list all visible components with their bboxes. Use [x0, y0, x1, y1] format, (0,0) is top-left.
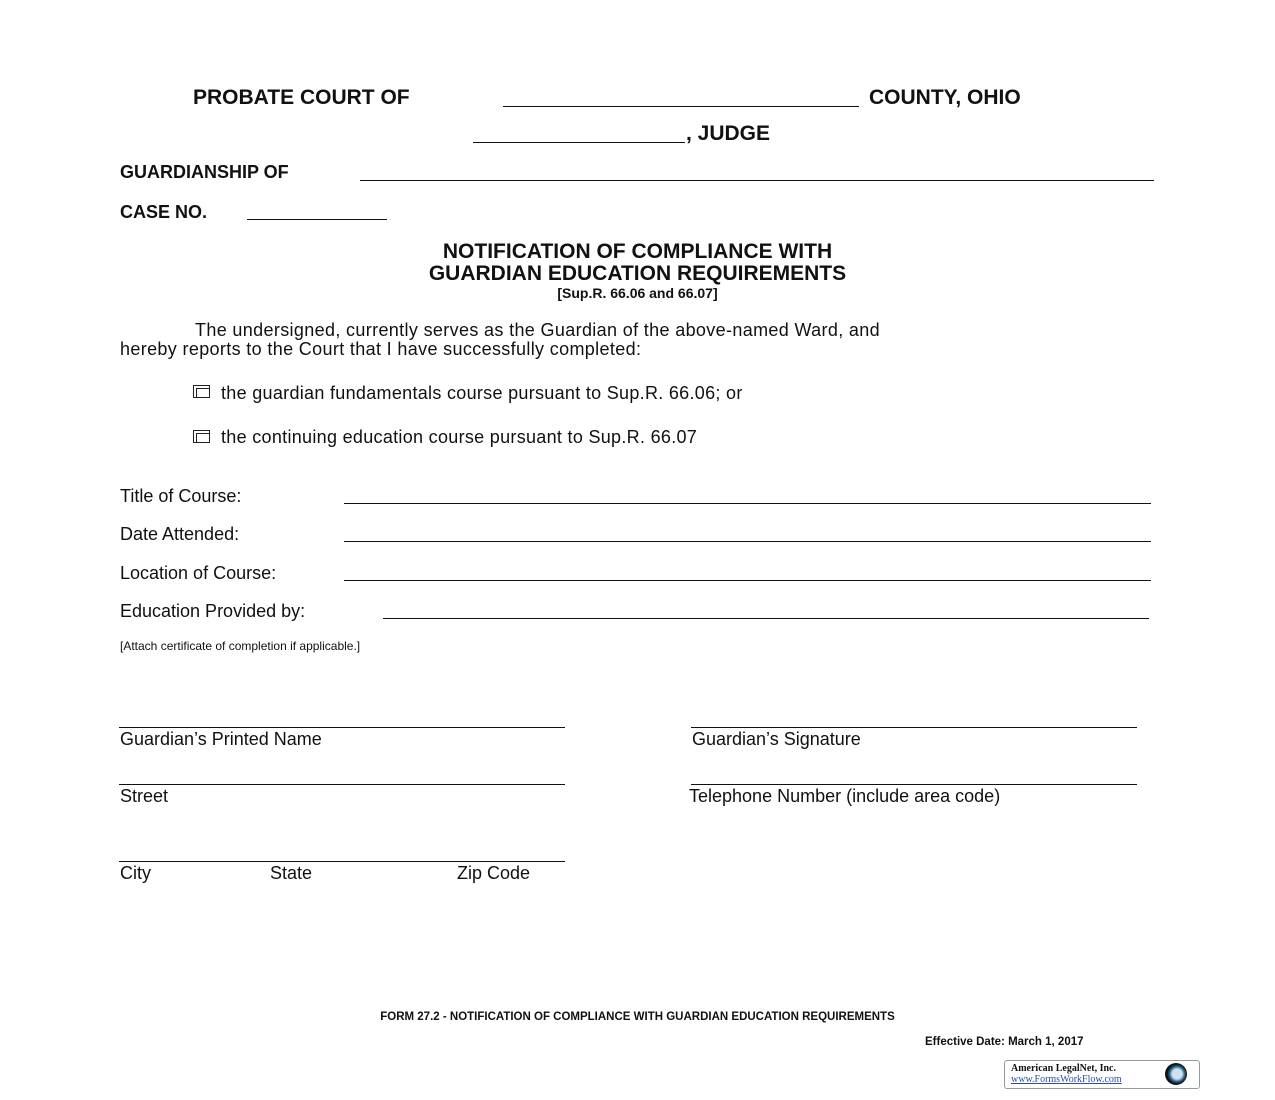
fundamentals-checkbox[interactable]	[193, 385, 210, 398]
zip-label: Zip Code	[457, 863, 531, 883]
case-no-label: CASE NO.	[120, 202, 208, 222]
paragraph-line2: hereby reports to the Court that I have successfully completed:	[120, 339, 642, 359]
signature-field[interactable]	[691, 727, 1137, 728]
city-label: City	[120, 863, 151, 883]
case-no-field[interactable]	[247, 219, 387, 220]
city-state-zip-field[interactable]	[119, 861, 565, 862]
telephone-label: Telephone Number (include area code)	[689, 786, 1001, 806]
rule-reference: [Sup.R. 66.06 and 66.07]	[557, 285, 718, 301]
court-prefix: PROBATE COURT OF	[193, 86, 410, 109]
course-title-label: Title of Course:	[120, 486, 242, 506]
judge-label: , JUDGE	[686, 122, 771, 145]
provider-field[interactable]	[383, 618, 1149, 619]
fundamentals-option-label: the guardian fundamentals course pursuant to Sup.R. 66.06; or	[221, 383, 743, 403]
globe-icon	[1165, 1063, 1187, 1085]
continuing-option-label: the continuing education course pursuant to Sup.R. 66.07	[221, 427, 698, 447]
judge-field[interactable]	[473, 142, 685, 143]
guardianship-field[interactable]	[360, 180, 1154, 181]
continuing-education-checkbox[interactable]	[193, 430, 210, 443]
form-footer: FORM 27.2 - NOTIFICATION OF COMPLIANCE WITH GUARDIAN EDUCATION REQUIREMENTS	[380, 1011, 895, 1023]
signature-label: Guardian’s Signature	[692, 729, 861, 749]
title-line2: GUARDIAN EDUCATION REQUIREMENTS	[428, 262, 847, 285]
printed-name-field[interactable]	[119, 727, 565, 728]
state-label: State	[270, 863, 313, 883]
paragraph-line1: The undersigned, currently serves as the Guardian of the above-named Ward, and	[195, 320, 881, 340]
county-field[interactable]	[503, 106, 859, 107]
guardianship-label: GUARDIANSHIP OF	[120, 162, 289, 182]
effective-date: Effective Date: March 1, 2017	[925, 1036, 1084, 1048]
logo-company: American LegalNet, Inc.	[1011, 1063, 1116, 1074]
printed-name-label: Guardian’s Printed Name	[120, 729, 322, 749]
attach-note: [Attach certificate of completion if applicable.]	[120, 639, 361, 653]
street-field[interactable]	[119, 784, 565, 785]
location-label: Location of Course:	[120, 563, 277, 583]
telephone-field[interactable]	[691, 784, 1137, 785]
date-attended-field[interactable]	[344, 541, 1151, 542]
location-field[interactable]	[344, 580, 1151, 581]
logo-url[interactable]: www.FormsWorkFlow.com	[1011, 1074, 1122, 1085]
american-legalnet-logo[interactable]	[1004, 1060, 1200, 1089]
course-title-field[interactable]	[344, 503, 1151, 504]
provider-label: Education Provided by:	[120, 601, 306, 621]
street-label: Street	[120, 786, 169, 806]
title-line1: NOTIFICATION OF COMPLIANCE WITH	[442, 240, 833, 263]
date-attended-label: Date Attended:	[120, 524, 240, 544]
court-suffix: COUNTY, OHIO	[869, 86, 1021, 109]
